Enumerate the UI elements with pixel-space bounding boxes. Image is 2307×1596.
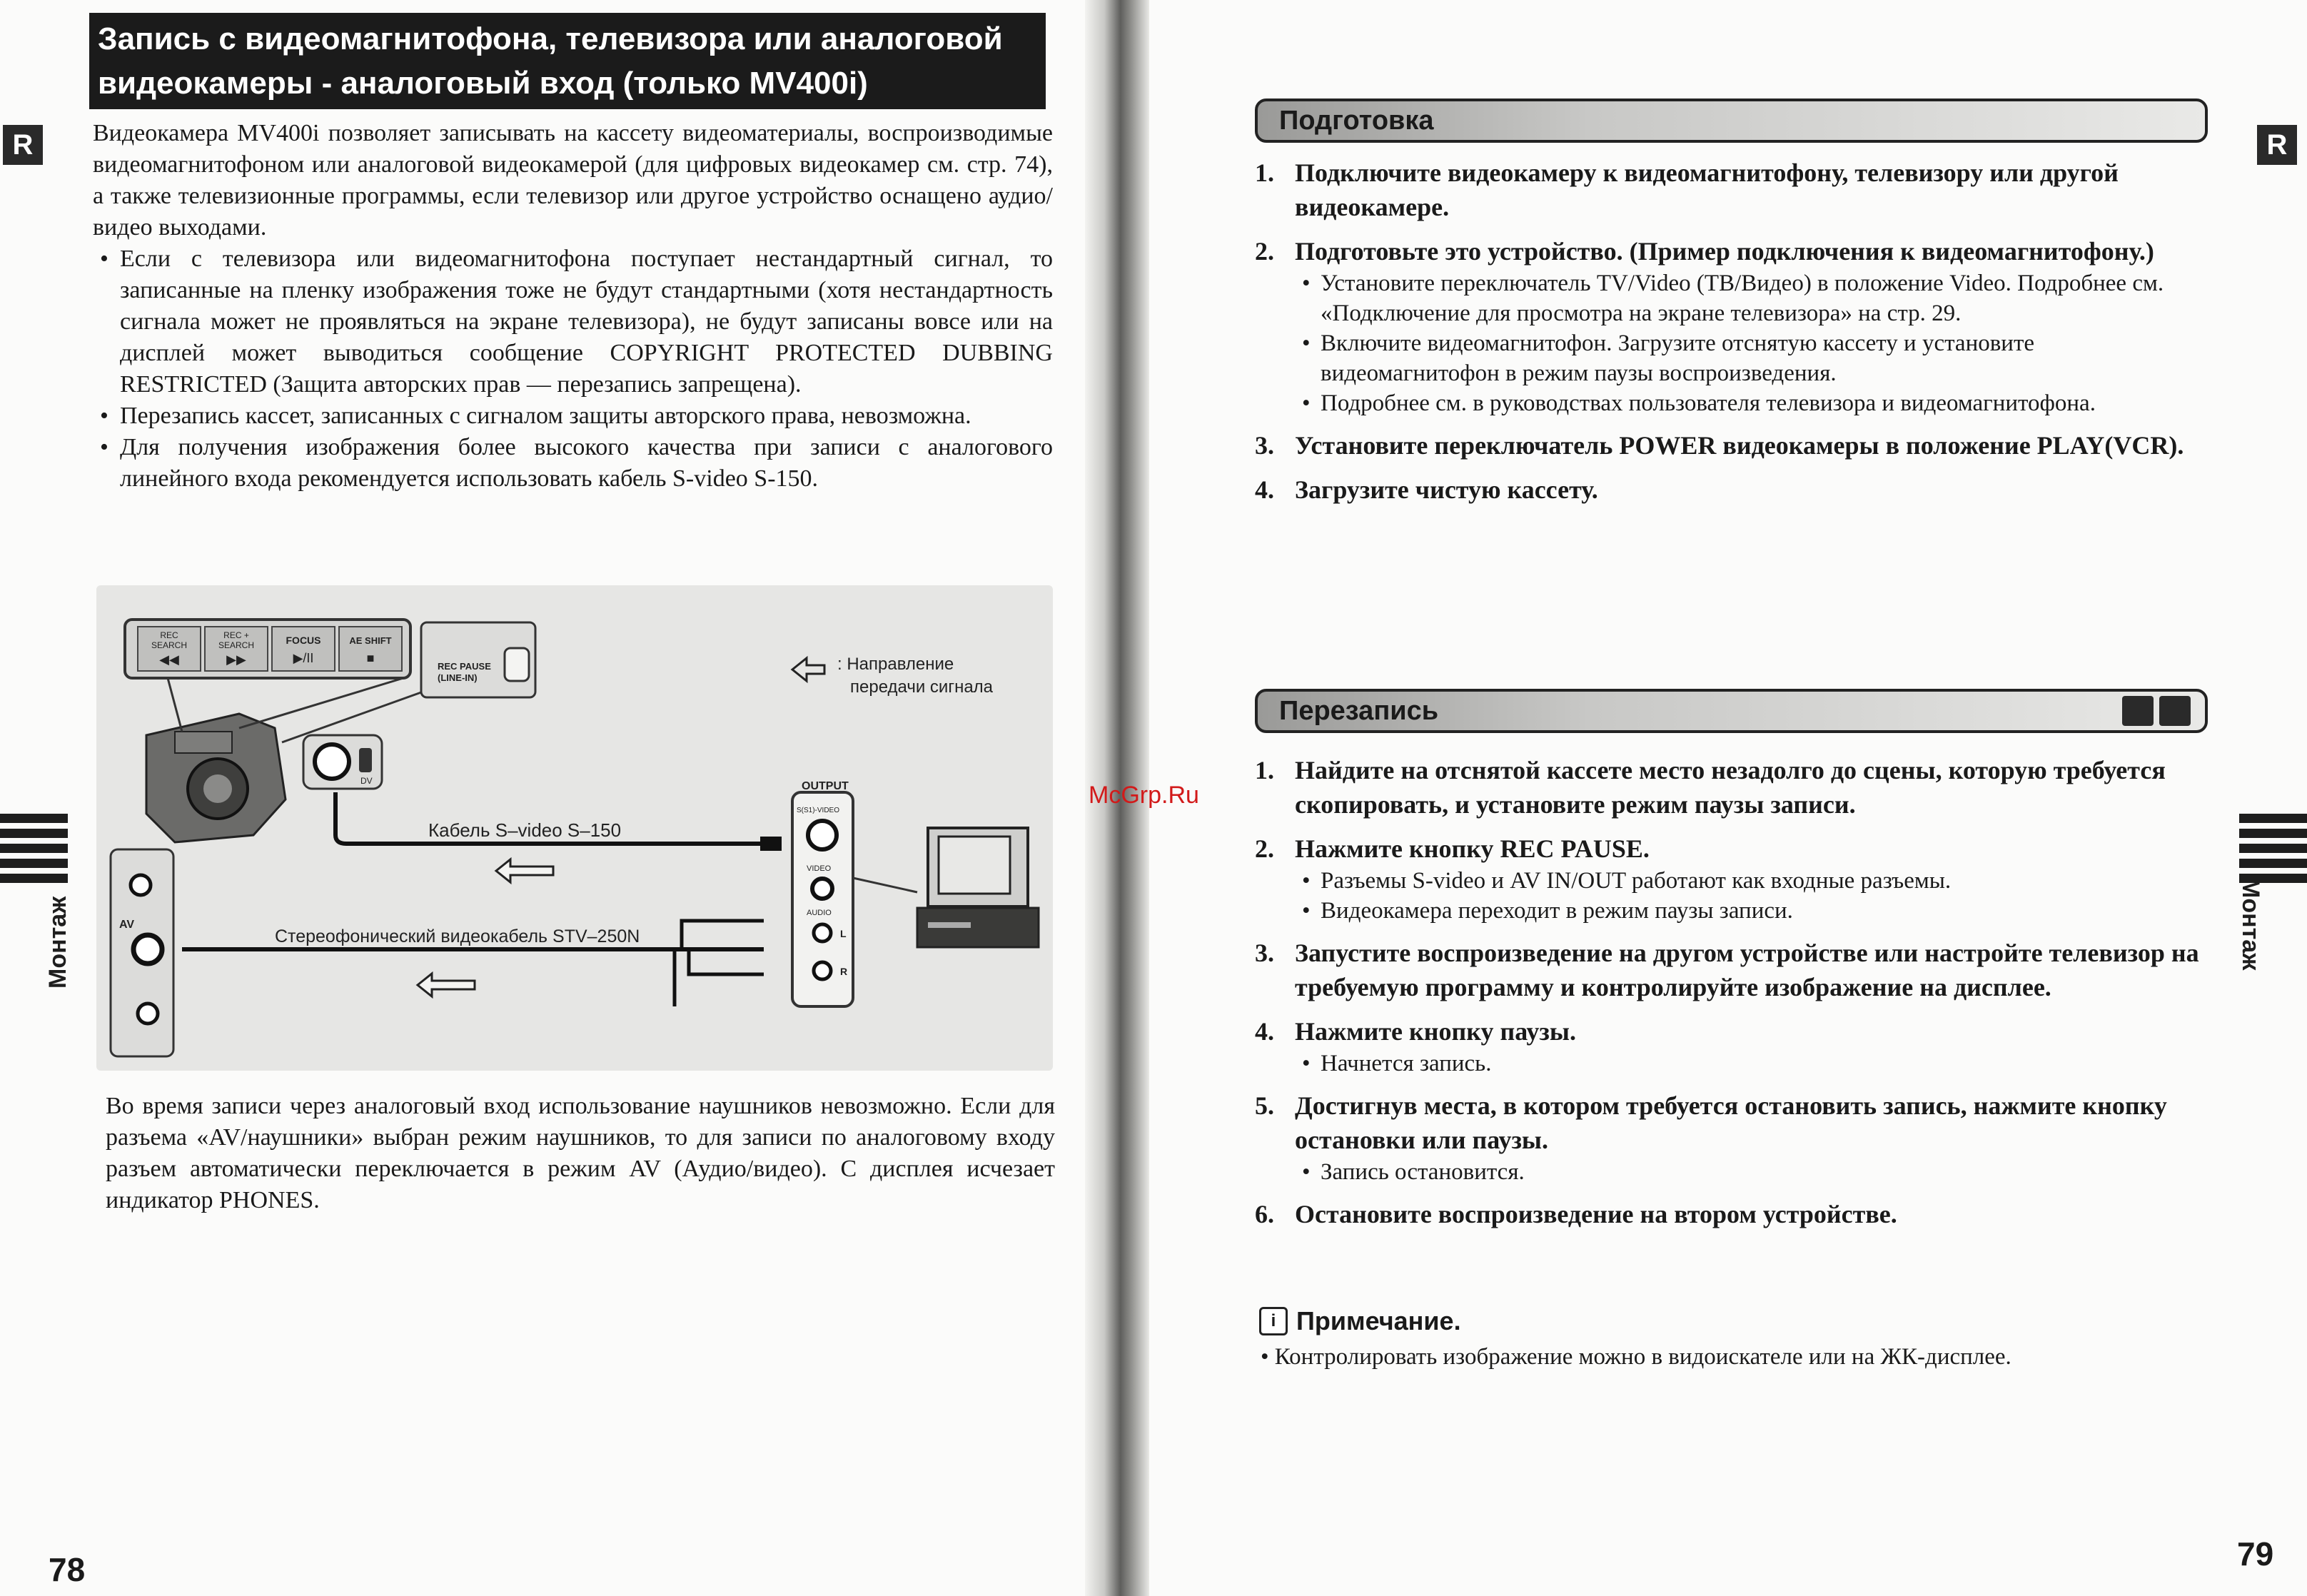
step-number: 2. xyxy=(1255,834,1274,863)
title-line-1: Запись с видеомагнитофона, телевизора или аналоговой xyxy=(98,21,1003,56)
step-text: Установите переключатель POWER видеокамеры в положение PLAY(VCR). xyxy=(1295,431,2184,460)
btn-4-top: AE SHIFT xyxy=(349,635,392,646)
dubbing-steps xyxy=(1255,753,2211,1241)
step-item xyxy=(1255,1089,2211,1187)
substep-item: • Включите видеомагнитофон. Загрузите отснятую кассету и установите видеомагнитофон в режим паузы воспроизведения. xyxy=(1299,328,2211,388)
section-label-left: Монтаж xyxy=(44,896,71,989)
note-heading xyxy=(1259,1306,1461,1336)
direction-label-1: : Направление xyxy=(837,655,954,674)
step-item xyxy=(1255,1014,2211,1079)
step-number: 3. xyxy=(1255,939,1274,967)
btn-1-icon: ◀◀ xyxy=(159,652,179,667)
mode-icons xyxy=(2122,696,2191,726)
warning-list xyxy=(93,243,1053,495)
step-number: 4. xyxy=(1255,1017,1274,1046)
page-title xyxy=(89,13,1046,109)
substep-item: • Установите переключатель TV/Video (ТВ/Видео) в положение Video. Подробнее см. «Подключение для просмотра на экране телевизора» на стр. 29. xyxy=(1299,268,2211,328)
svideo-jack-label: S(S1)-VIDEO xyxy=(797,807,840,814)
note-text: • Контролировать изображение можно в видоискателе или на ЖК-дисплее. xyxy=(1261,1344,2011,1370)
step-item xyxy=(1255,753,2211,822)
step-text: Загрузите чистую кассету. xyxy=(1295,475,1598,504)
r-label: R xyxy=(840,966,848,977)
svideo-cable-label: Кабель S–video S–150 xyxy=(428,819,622,841)
legend-arrow-icon xyxy=(792,658,824,681)
svideo-jack-icon xyxy=(315,744,349,779)
step-item xyxy=(1255,234,2211,418)
list-item: • Перезапись кассет, записанных с сигналом защиты авторского права, невозможна. xyxy=(93,400,1053,432)
dv-jack-icon xyxy=(359,748,372,772)
list-item: • Если с телевизора или видеомагнитофона поступает нестандартный сигнал, то записанные на пленку изображения тоже не будут стандартными (хотя нестандартность сигнала может не проявляться на экране телевизора), не будут записаны вовсе или на дисплей может выводиться сообщение COPYRIGHT PROTECTED DUBBING RESTRICTED (Защита авторских прав — перезапись запрещена). xyxy=(93,243,1053,400)
step-item xyxy=(1255,1197,2211,1231)
card-mode-icon xyxy=(2159,696,2191,726)
step-item xyxy=(1255,936,2211,1004)
btn-1-top: REC xyxy=(160,630,178,640)
camcorder-icon xyxy=(146,714,286,842)
rec-pause-label: REC PAUSE xyxy=(438,661,491,672)
substep-item: • Видеокамера переходит в режим паузы записи. xyxy=(1299,896,2211,926)
step-text: Достигнув места, в котором требуется остановить запись, нажмите кнопку остановки или паузы. xyxy=(1295,1091,2167,1154)
step-text: Запустите воспроизведение на другом устройстве или настройте телевизор на требуемую программу и контролируйте изображение на дисплее. xyxy=(1295,939,2199,1001)
step-text: Нажмите кнопку REC PAUSE. xyxy=(1295,834,1650,863)
btn-3-top: FOCUS xyxy=(286,635,321,646)
btn-3-icon: ▶/II xyxy=(293,651,314,665)
section-bars-left xyxy=(0,814,68,889)
btn-4-icon: ■ xyxy=(366,651,375,665)
page-number-right: 79 xyxy=(2237,1535,2274,1572)
headphones-note: Во время записи через аналоговый вход использование наушников невозможно. Если для разъема «AV/наушники» выбран режим наушников, то для записи по аналоговому входу разъем автоматически переключается в режим AV (Аудио/видео). С дисплея исчезает индикатор PHONES. xyxy=(106,1093,1055,1213)
step-number: 4. xyxy=(1255,475,1274,504)
step-item xyxy=(1255,473,2211,507)
page-number-left: 78 xyxy=(49,1551,86,1588)
stereo-cable-label: Стереофонический видеокабель STV–250N xyxy=(275,926,640,946)
note-title: Примечание. xyxy=(1296,1306,1461,1335)
step-number: 3. xyxy=(1255,431,1274,460)
language-tab-right: R xyxy=(2257,125,2297,165)
step-text: Найдите на отснятой кассете место незадолго до сцены, которую требуется скопировать, и установите режим паузы записи. xyxy=(1295,756,2166,819)
btn-2-icon: ▶▶ xyxy=(226,652,246,667)
step-number: 1. xyxy=(1255,756,1274,784)
step-text: Подготовьте это устройство. (Пример подключения к видеомагнитофону.) xyxy=(1295,237,2154,266)
l-label: L xyxy=(840,928,847,939)
direction-label-2: передачи сигнала xyxy=(850,677,994,697)
av-jack-icon xyxy=(133,935,162,964)
language-tab-left: R xyxy=(3,125,43,165)
step-number: 2. xyxy=(1255,237,1274,266)
video-jack-label: VIDEO xyxy=(807,864,832,873)
diagram-svg xyxy=(96,585,1053,1071)
step-number: 5. xyxy=(1255,1091,1274,1120)
step-text: Нажмите кнопку паузы. xyxy=(1295,1017,1576,1046)
connection-diagram xyxy=(96,585,1053,1071)
step-number: 6. xyxy=(1255,1200,1274,1228)
step-item xyxy=(1255,428,2211,463)
av-label: AV xyxy=(119,919,135,931)
section-title: Подготовка xyxy=(1279,106,1434,136)
btn-1-mid: SEARCH xyxy=(151,640,188,650)
intro-paragraph: Видеокамера MV400i позволяет записывать на кассету видеоматериалы, воспроизводимые видеомагнитофоном или аналоговой видеокамерой (для цифровых видеокамер см. стр. 74), а также телевизионные программы, если телевизор или другое устройство оснащено аудио/видео выходами. xyxy=(93,120,1053,241)
stereo-direction-icon xyxy=(418,974,475,996)
output-label: OUTPUT xyxy=(802,780,849,792)
tape-mode-icon xyxy=(2122,696,2154,726)
step-item xyxy=(1255,156,2211,224)
btn-2-top: REC + xyxy=(223,630,249,640)
left-body xyxy=(93,118,1053,495)
step-substeps xyxy=(1255,1049,2211,1079)
step-text: Остановите воспроизведение на втором устройстве. xyxy=(1295,1200,1897,1228)
step-number: 1. xyxy=(1255,158,1274,187)
section-label-right: Монтаж xyxy=(2237,878,2264,971)
note-icon: i xyxy=(1259,1307,1288,1335)
preparation-steps xyxy=(1255,156,2211,517)
tv-vcr-icon xyxy=(917,828,1039,947)
section-header-dubbing xyxy=(1255,689,2208,733)
substep-item: • Запись остановится. xyxy=(1299,1157,2211,1187)
title-line-2: видеокамеры - аналоговый вход (только MV400i) xyxy=(98,66,868,101)
rec-pause-label-2: (LINE-IN) xyxy=(438,672,478,683)
step-substeps xyxy=(1255,1157,2211,1187)
watermark: McGrp.Ru xyxy=(1089,782,1199,809)
step-substeps xyxy=(1255,268,2211,418)
substep-item: • Начнется запись. xyxy=(1299,1049,2211,1079)
section-title: Перезапись xyxy=(1279,696,1439,726)
step-text: Подключите видеокамеру к видеомагнитофону, телевизору или другой видеокамере. xyxy=(1295,158,2119,221)
substep-item: • Подробнее см. в руководствах пользователя телевизора и видеомагнитофона. xyxy=(1299,388,2211,418)
list-item: • Для получения изображения более высокого качества при записи с аналогового линейного входа рекомендуется использовать кабель S-video S-150. xyxy=(93,432,1053,495)
substep-item: • Разъемы S-video и AV IN/OUT работают как входные разъемы. xyxy=(1299,866,2211,896)
step-item xyxy=(1255,832,2211,926)
step-substeps xyxy=(1255,866,2211,926)
dv-label: DV xyxy=(360,776,373,786)
svideo-direction-icon xyxy=(496,859,553,882)
btn-2-mid: SEARCH xyxy=(218,640,255,650)
audio-jack-label: AUDIO xyxy=(807,909,832,917)
section-header-preparation xyxy=(1255,99,2208,143)
rec-pause-button xyxy=(505,648,529,681)
